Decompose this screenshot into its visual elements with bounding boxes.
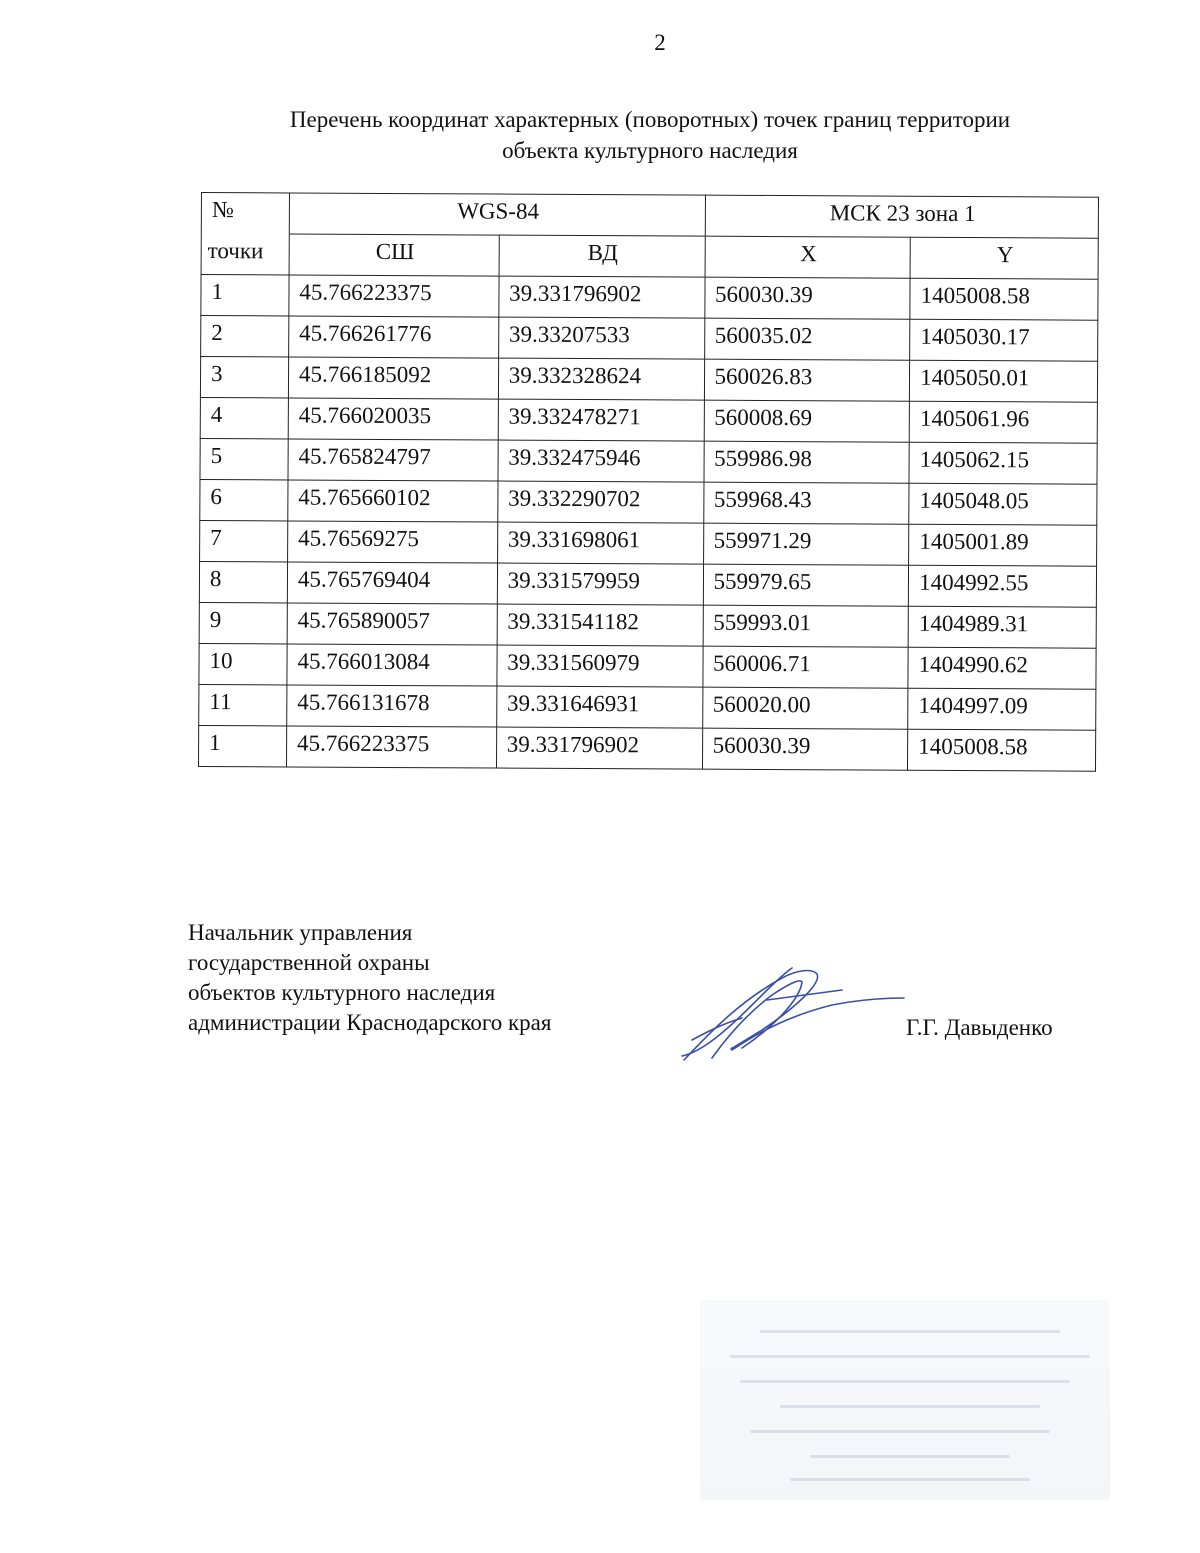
longitude-cell: 39.331560979 (497, 645, 703, 687)
signatory-name: Г.Г. Давыденко (906, 1015, 1053, 1040)
document-title-line-2: объекта культурного наследия (502, 138, 798, 163)
table-row (201, 316, 1098, 362)
table-row (199, 684, 1096, 730)
point-number-cell: 11 (199, 684, 287, 725)
point-number-cell: 4 (200, 397, 288, 438)
table-row (199, 602, 1096, 648)
latitude-cell: 45.766020035 (288, 398, 498, 440)
table-row (200, 479, 1097, 525)
header-x: X (705, 236, 911, 278)
table-row (200, 357, 1097, 403)
longitude-cell: 39.332328624 (498, 358, 704, 400)
x-cell: 559971.29 (703, 523, 909, 565)
point-number-cell: 10 (199, 643, 287, 684)
y-cell: 1405050.01 (910, 360, 1098, 402)
header-wgs84: WGS-84 (289, 193, 705, 236)
latitude-cell: 45.766261776 (289, 316, 499, 358)
table-header-row-1 (201, 193, 1098, 239)
longitude-cell: 39.331579959 (497, 563, 703, 605)
signatory-line-1: Начальник управления (188, 920, 413, 945)
latitude-cell: 45.766223375 (286, 726, 496, 768)
y-cell: 1405001.89 (909, 524, 1097, 566)
x-cell: 560020.00 (702, 687, 908, 729)
table-row (200, 520, 1097, 566)
x-cell: 559979.65 (703, 564, 909, 606)
point-number-cell: 1 (201, 275, 289, 316)
longitude-cell: 39.331541182 (497, 604, 703, 646)
y-cell: 1404990.62 (908, 647, 1096, 689)
latitude-cell: 45.766013084 (287, 644, 497, 686)
latitude-cell: 45.766223375 (289, 275, 499, 317)
point-number-cell: 2 (201, 316, 289, 357)
latitude-cell: 45.765769404 (287, 562, 497, 604)
longitude-cell: 39.332475946 (498, 440, 704, 482)
signatory-position (188, 918, 551, 1038)
x-cell: 559993.01 (703, 605, 909, 647)
x-cell: 560008.69 (704, 400, 910, 442)
x-cell: 560030.39 (704, 277, 910, 319)
table-row (200, 438, 1097, 484)
x-cell: 560026.83 (704, 359, 910, 401)
x-cell: 560030.39 (702, 728, 908, 770)
point-number-cell: 3 (200, 357, 288, 398)
page-number: 2 (654, 30, 666, 55)
table-row (199, 561, 1096, 607)
signatory-line-2: государственной охраны (188, 950, 430, 975)
longitude-cell: 39.33207533 (498, 317, 704, 359)
latitude-cell: 45.765824797 (288, 439, 498, 481)
table-row (199, 643, 1096, 689)
header-longitude: ВД (499, 235, 705, 277)
document-title (200, 104, 1100, 166)
longitude-cell: 39.331698061 (497, 522, 703, 564)
longitude-cell: 39.332478271 (498, 399, 704, 441)
point-number-cell: 5 (200, 438, 288, 479)
longitude-cell: 39.331646931 (496, 686, 702, 728)
header-latitude: СШ (289, 234, 499, 276)
signatory-line-3: объектов культурного наследия (188, 980, 496, 1005)
latitude-cell: 45.766131678 (287, 685, 497, 727)
x-cell: 560006.71 (702, 646, 908, 688)
header-msk23: МСК 23 зона 1 (705, 195, 1099, 238)
y-cell: 1405061.96 (909, 401, 1097, 443)
y-cell: 1405062.15 (909, 442, 1097, 484)
latitude-cell: 45.765660102 (288, 480, 498, 522)
y-cell: 1405030.17 (910, 319, 1098, 361)
signatory-line-4: администрации Краснодарского края (188, 1010, 552, 1035)
latitude-cell: 45.76569275 (288, 521, 498, 563)
point-number-cell: 9 (199, 602, 287, 643)
point-number-cell: 7 (200, 520, 288, 561)
y-cell: 1404997.09 (908, 688, 1096, 730)
point-number-cell: 1 (198, 725, 286, 766)
point-number-cell: 6 (200, 479, 288, 520)
y-cell: 1405008.58 (910, 278, 1098, 320)
table-row (198, 725, 1095, 771)
longitude-cell: 39.331796902 (496, 727, 702, 769)
x-cell: 560035.02 (704, 318, 910, 360)
y-cell: 1405048.05 (909, 483, 1097, 525)
longitude-cell: 39.331796902 (499, 276, 705, 318)
table-header-row-2 (201, 234, 1098, 280)
y-cell: 1404992.55 (909, 565, 1097, 607)
point-number-cell: 8 (199, 561, 287, 602)
latitude-cell: 45.765890057 (287, 603, 497, 645)
latitude-cell: 45.766185092 (288, 357, 498, 399)
x-cell: 559986.98 (704, 441, 910, 483)
table-row (200, 397, 1097, 443)
y-cell: 1405008.58 (908, 729, 1096, 771)
header-point-label: точки (201, 234, 289, 275)
document-title-line-1: Перечень координат характерных (поворотных) точек границ территории (289, 107, 1011, 132)
header-y: Y (910, 237, 1098, 279)
handwritten-signature (672, 960, 912, 1070)
x-cell: 559968.43 (703, 482, 909, 524)
coordinates-table (198, 192, 1099, 772)
longitude-cell: 39.332290702 (497, 481, 703, 523)
table-row (201, 275, 1098, 321)
y-cell: 1404989.31 (908, 606, 1096, 648)
header-number-sign: № (201, 193, 289, 234)
faded-stamp (700, 1300, 1110, 1500)
